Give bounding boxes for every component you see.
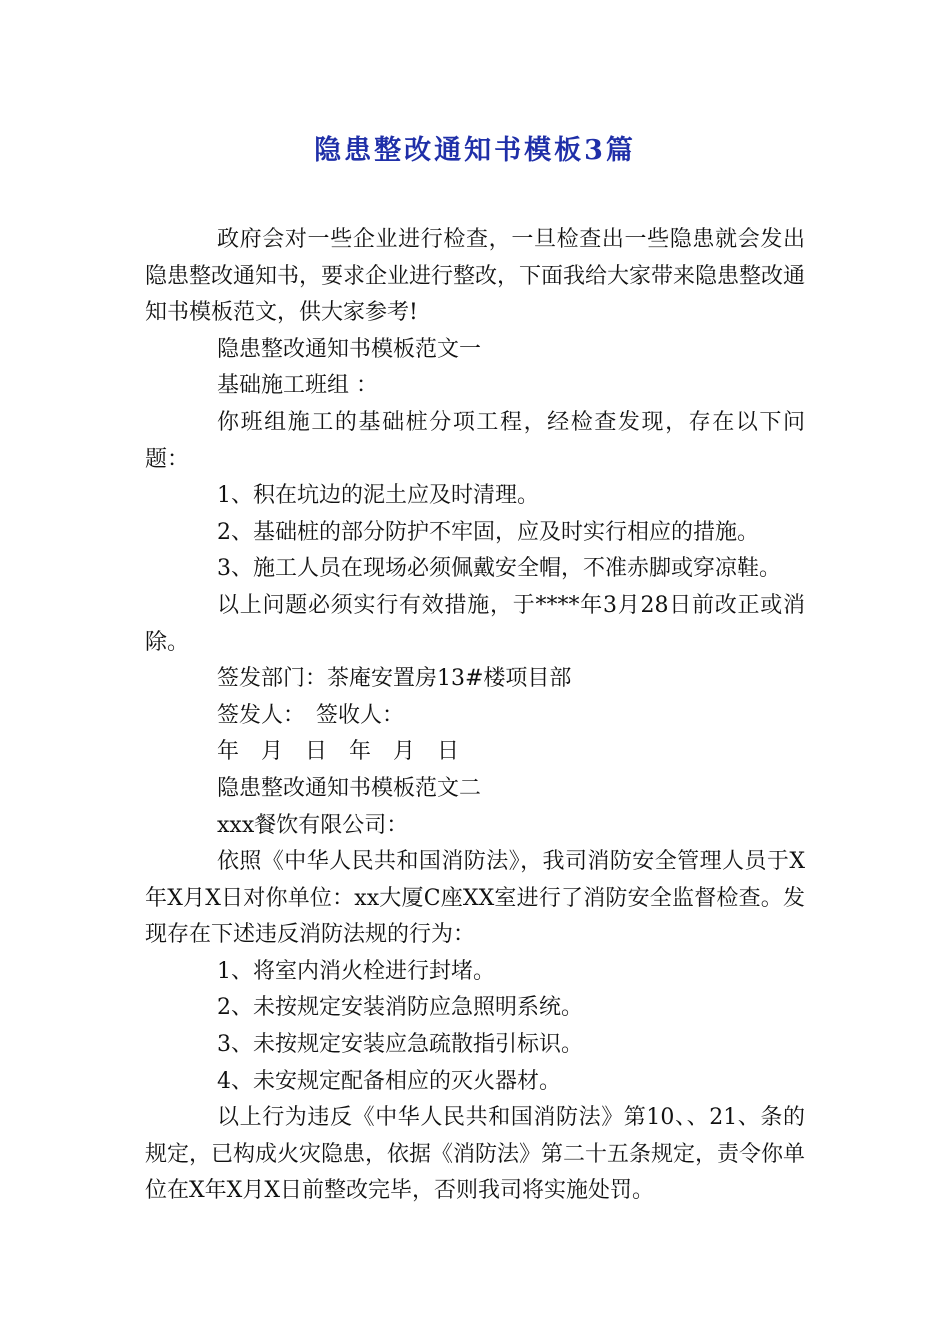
body-paragraph: 以上行为违反《中华人民共和国消防法》第10、、21、条的规定，已构成火灾隐患，依据《消防法》第二十五条规定，责令你单位在X年X月X日前整改完毕，否则我司将实施处罚。 — [145, 1105, 806, 1204]
issuing-department: 签发部门：茶庵安置房13#楼项目部 — [217, 666, 572, 692]
list-item: 1、将室内消火栓进行封堵。 — [217, 958, 495, 984]
recipient-line: xxx餐饮有限公司： — [217, 812, 409, 838]
section-heading-one: 隐患整改通知书模板范文一 — [217, 336, 482, 362]
intro-paragraph: 政府会对一些企业进行检查，一旦检查出一些隐患就会发出隐患整改通知书，要求企业进行整改，下面我给大家带来隐患整改通知书模板范文，供大家参考! — [145, 227, 806, 326]
body-paragraph: 依照《中华人民共和国消防法》，我司消防安全管理人员于X年X月X日对你单位：xx大厦C座XX室进行了消防安全监督检查。发现存在下述违反消防法规的行为： — [145, 849, 805, 948]
section-heading-two: 隐患整改通知书模板范文二 — [217, 775, 482, 801]
list-item: 1、积在坑边的泥土应及时清理。 — [217, 483, 539, 509]
document-body — [145, 222, 805, 1210]
date-line: 年 月 日 年 月 日 — [217, 739, 460, 765]
list-item: 3、施工人员在现场必须佩戴安全帽，不准赤脚或穿凉鞋。 — [217, 556, 781, 582]
list-item: 3、未按规定安装应急疏散指引标识。 — [217, 1032, 583, 1058]
list-item: 4、未安规定配备相应的灭火器材。 — [217, 1068, 561, 1094]
body-paragraph: 以上问题必须实行有效措施，于****年3月28日前改正或消除。 — [145, 592, 805, 655]
signature-line: 签发人： 签收人： — [217, 702, 405, 728]
list-item: 2、未按规定安装消防应急照明系统。 — [217, 995, 583, 1021]
document-title: 隐患整改通知书模板3篇 — [314, 135, 636, 166]
list-item: 2、基础桩的部分防护不牢固，应及时实行相应的措施。 — [217, 519, 759, 545]
body-paragraph: 你班组施工的基础桩分项工程，经检查发现，存在以下问题： — [145, 409, 805, 472]
recipient-line: 基础施工班组 ： — [217, 373, 378, 399]
